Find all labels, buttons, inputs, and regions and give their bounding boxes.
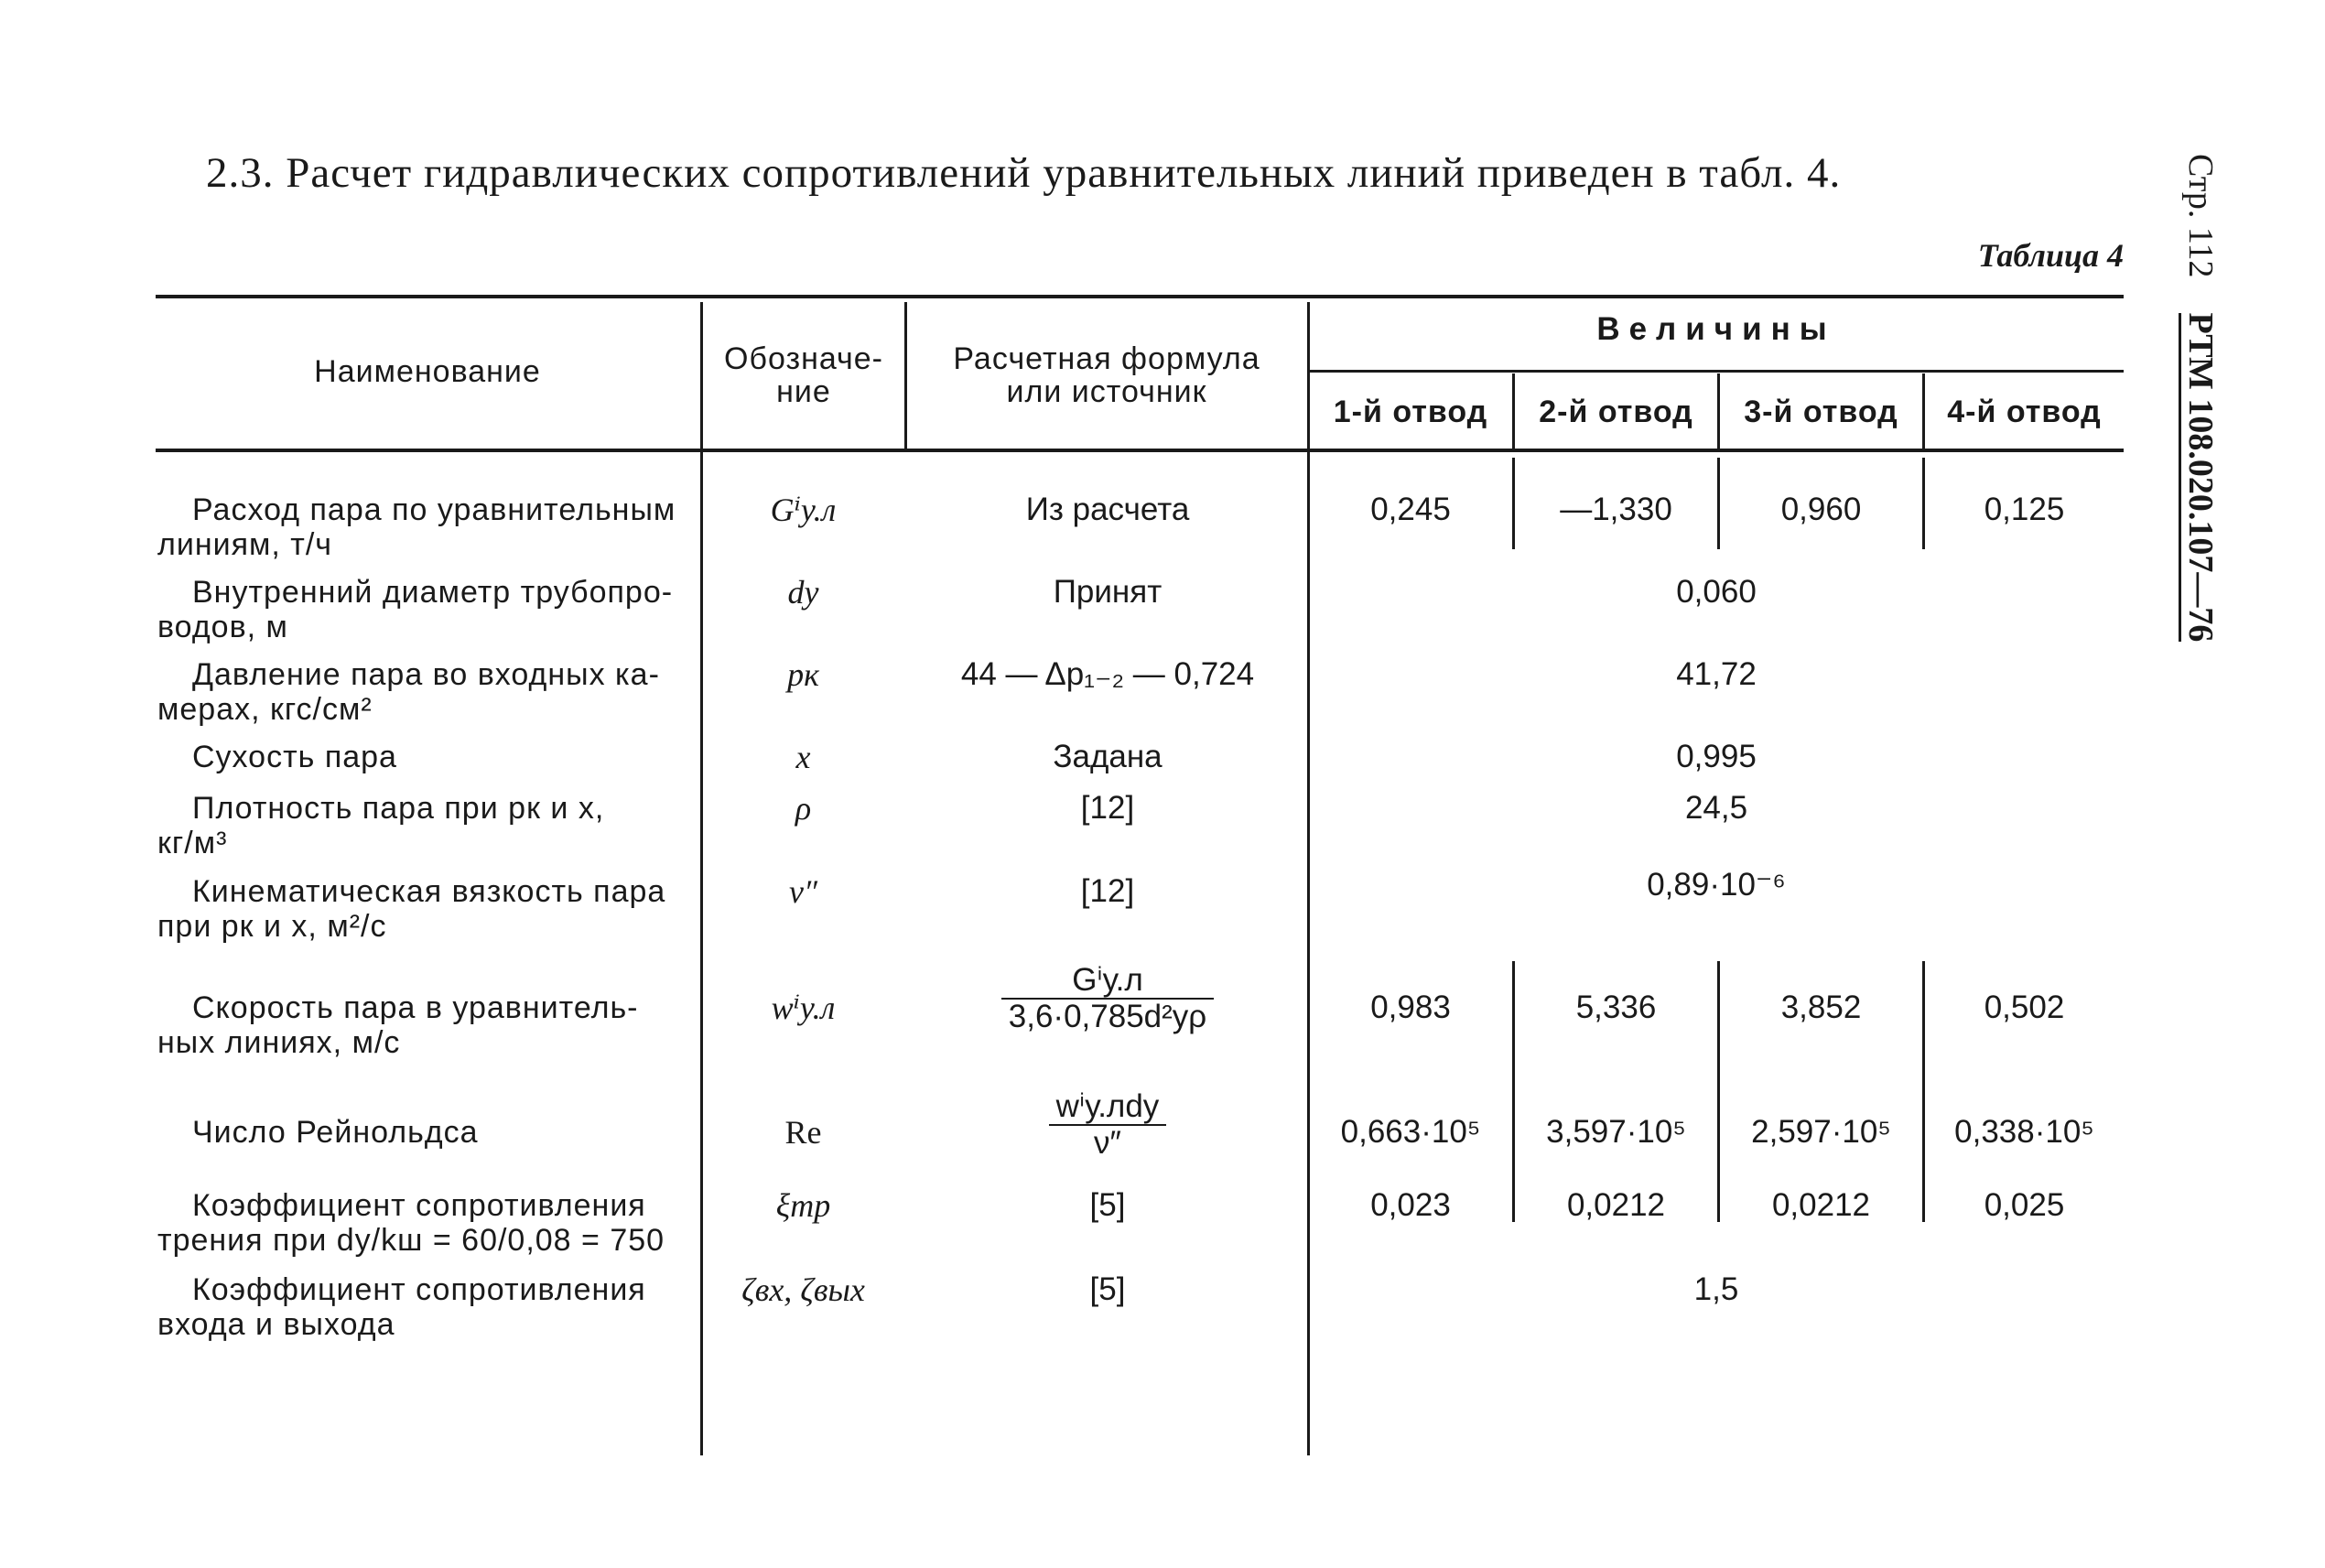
row-value-merged: 0,995 (1676, 739, 1757, 774)
row-name (157, 874, 687, 944)
table-caption: Таблица 4 (1977, 237, 2124, 274)
header-branch-2: 2-й отвод (1539, 395, 1693, 429)
row-formula: Из расчета (1025, 492, 1190, 527)
header-designation-line2: ние (776, 374, 831, 409)
fraction (1049, 1089, 1167, 1161)
header-formula (906, 342, 1307, 408)
fraction-numerator: Gⁱу.л (1001, 963, 1214, 1000)
row-symbol: ξтр (775, 1187, 831, 1224)
row-name (157, 1188, 687, 1258)
row-value-4: 0,125 (1984, 492, 2065, 527)
row-name-line1: Число Рейнольдса (192, 1115, 479, 1150)
row-value-3: 2,597·10⁵ (1751, 1114, 1891, 1150)
row-name-line1: Внутренний диаметр трубопро- (192, 575, 674, 610)
row-value-merged: 0,89·10⁻⁶ (1647, 867, 1786, 903)
row-value-3: 0,0212 (1771, 1187, 1871, 1223)
row-formula (906, 963, 1309, 1034)
row-value-4: 0,338·10⁵ (1954, 1114, 2094, 1150)
row-value-4: 0,502 (1984, 989, 2065, 1025)
header-values: Величины (1596, 311, 1836, 347)
row-name-line2: линиям, т/ч (157, 527, 333, 562)
row-name (157, 575, 687, 644)
row-name-line2: мерах, кгс/см² (157, 692, 373, 727)
row-value-merged: 0,060 (1676, 574, 1757, 610)
row-symbol: wⁱу.л (771, 989, 836, 1026)
row-value-merged: 1,5 (1693, 1271, 1739, 1307)
row-value-merged: 24,5 (1684, 790, 1748, 826)
row-value-2: 3,597·10⁵ (1546, 1114, 1686, 1150)
row-formula: Задана (1053, 739, 1162, 774)
fraction-numerator: wⁱу.лdу (1049, 1089, 1167, 1126)
row-name-line1: Кинематическая вязкость пара (192, 874, 666, 909)
intro-paragraph: 2.3. Расчет гидравлических сопротивлений уравнительных линий приведен в табл. 4. (206, 149, 1842, 197)
fraction (1001, 963, 1214, 1034)
row-name-line2: ных линиях, м/с (157, 1025, 401, 1060)
header-branch-4: 4-й отвод (1947, 395, 2102, 429)
row-symbol: x (795, 739, 811, 775)
row-name-line2: при pк и x, м²/с (157, 909, 387, 944)
fraction-denominator: 3,6·0,785d²уρ (1008, 999, 1207, 1034)
row-name-line2: входа и выхода (157, 1307, 395, 1342)
row-name-line2: трения при dу/kш = 60/0,08 = 750 (157, 1223, 665, 1258)
row-symbol: Re (784, 1114, 822, 1151)
header-designation-line1: Обозначе- (724, 341, 883, 376)
row-formula: [12] (1080, 790, 1135, 826)
row-symbol: ρ (795, 790, 812, 827)
row-name (157, 791, 687, 860)
row-symbol: ν″ (789, 873, 817, 910)
row-name-line1: Скорость пара в уравнитель- (192, 990, 639, 1025)
row-symbol: dу (787, 574, 819, 611)
table-top-rule (156, 295, 2124, 298)
row-symbol: pк (787, 656, 819, 693)
row-name (157, 740, 687, 774)
document-code: РТМ 108.020.107—76 (2179, 313, 2220, 643)
row-value-3: 0,960 (1780, 492, 1862, 527)
row-value-2: 5,336 (1575, 989, 1657, 1025)
row-name (157, 990, 687, 1060)
header-branch-1: 1-й отвод (1333, 395, 1488, 429)
row-name-line1: Коэффициент сопротивления (192, 1272, 646, 1307)
row-value-2: —1,330 (1560, 492, 1672, 527)
row-value-3: 3,852 (1780, 989, 1862, 1025)
row-formula: 44 — Δp₁₋₂ — 0,724 (960, 656, 1255, 692)
col-rule-1 (700, 302, 703, 1455)
header-branch-3: 3-й отвод (1744, 395, 1898, 429)
fraction-denominator: ν″ (1094, 1125, 1121, 1161)
header-name: Наименование (314, 354, 541, 389)
row-formula: [5] (1089, 1271, 1126, 1307)
row-name (157, 1272, 687, 1342)
row-name-line1: Давление пара во входных ка- (192, 657, 660, 692)
row-value-4: 0,025 (1984, 1187, 2065, 1223)
row-value-1: 0,023 (1370, 1187, 1451, 1223)
row-name-line1: Сухость пара (192, 740, 397, 774)
row-value-2: 0,0212 (1566, 1187, 1666, 1223)
values-header-rule (1309, 370, 2124, 373)
row-name-line2: водов, м (157, 610, 288, 644)
row-name (157, 657, 687, 727)
header-formula-line2: или источник (1006, 374, 1207, 409)
row-value-merged: 41,72 (1676, 656, 1757, 692)
page-side-label (2171, 154, 2230, 666)
row-name (157, 1115, 687, 1150)
header-formula-line1: Расчетная формула (953, 341, 1260, 376)
row-symbol: ζвх, ζвых (741, 1271, 865, 1308)
row-name (157, 492, 687, 562)
header-designation (703, 342, 904, 408)
row-formula: [12] (1080, 873, 1135, 909)
page-number: Стр. 112 (2181, 154, 2220, 278)
row-name-line1: Расход пара по уравнительным (192, 492, 676, 527)
row-name-line1: Плотность пара при pк и x, (192, 791, 605, 826)
row-formula (906, 1089, 1309, 1161)
row-value-1: 0,983 (1370, 989, 1451, 1025)
row-name-line2: кг/м³ (157, 826, 228, 860)
row-name-line1: Коэффициент сопротивления (192, 1188, 646, 1223)
row-value-1: 0,663·10⁵ (1340, 1114, 1481, 1150)
row-formula: [5] (1089, 1187, 1126, 1223)
header-bottom-rule (156, 449, 2124, 452)
row-symbol: Gⁱу.л (770, 492, 837, 528)
row-formula: Принят (1053, 574, 1162, 610)
row-value-1: 0,245 (1370, 492, 1451, 527)
